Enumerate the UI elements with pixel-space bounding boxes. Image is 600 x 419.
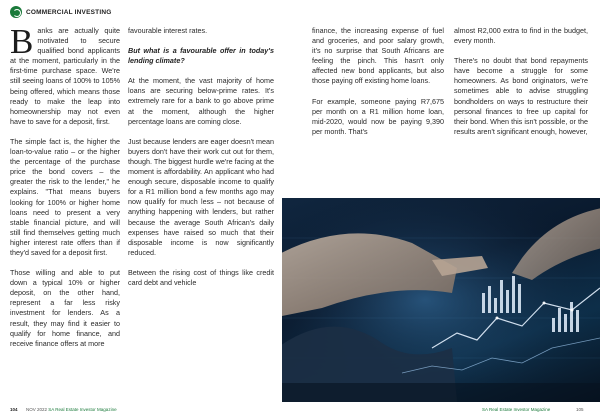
article-column-2 xyxy=(128,26,274,298)
magazine-logo-icon xyxy=(10,6,22,18)
page-number-left: 104 xyxy=(10,407,18,412)
article-column-4 xyxy=(454,26,588,147)
issue-info xyxy=(26,407,117,412)
paragraph: There's no doubt that bond repayments have become a struggle for some homeowners. As bond originators, we're sometimes able to advise struggling bondholders on ways to restructure their personal finances to free up capital for their bond. When this isn't possible, or the results aren't significant enough, however, xyxy=(454,56,588,136)
paragraph: Those willing and able to put down a typical 10% or higher deposit, on the other hand, represent a far less risky investment for lenders. As a result, they may find it easier to qualify for home finance, and receive finance offers at more xyxy=(10,268,120,348)
paragraph: finance, the increasing expense of fuel and groceries, and poor salary growth, it's no surprise that South Africans are feeling the pinch. This hasn't only affected new bond applicants, but also those paying off existing home loans. xyxy=(312,26,444,86)
section-header xyxy=(10,5,112,19)
paragraph: almost R2,000 extra to find in the budget, every month. xyxy=(454,26,588,46)
drop-cap: B xyxy=(10,22,34,61)
paragraph: favourable interest rates. xyxy=(128,26,208,35)
page-number-right: 105 xyxy=(576,407,584,412)
paragraph-text: anks are actually quite motivated to secure qualified bond applicants at the moment, particularly in the first-time purchase space. We're still seeing loans of 100% to 105% being offered, which means those ready to make the leap into homeownership may not even have to save for a deposit, first. xyxy=(10,26,120,126)
magazine-brand: SA Real Estate Investor Magazine xyxy=(48,407,117,412)
paragraph xyxy=(10,22,120,127)
paragraph: The simple fact is, the higher the loan-to-value ratio – or the higher the percentage of the purchase price the bond covers – the greater the risk to the lender," he explains. "That means buyers looking for 100% or higher home loans need to present a very stable financial picture, and will still find themselves getting much higher interest rate offers than if they'd saved for a deposit first. xyxy=(10,136,120,257)
issue-date: NOV 2022 xyxy=(26,407,48,412)
paragraph: Just because lenders are eager doesn't mean buyers don't have their work cut out for them, though. The biggest hurdle we're facing at the moment is affordability. An applicant who had enough secure, disposable income to qualify for a R1 million bond a few months ago may now qualify for much less – not because of anything happening with lenders, but rather because the average South African's daily expenses have raised so much that their disposable income is now significantly reduced. xyxy=(128,136,274,257)
paragraph: Between the rising cost of things like credit card debt and vehicle xyxy=(128,267,274,287)
section-title: COMMERCIAL INVESTING xyxy=(26,8,112,16)
finance-chart-illustration xyxy=(282,198,600,402)
article-column-3 xyxy=(312,26,444,147)
page-footer xyxy=(0,404,600,419)
subheading: But what is a favourable offer in today's lending climate? xyxy=(128,46,274,66)
article-column-1 xyxy=(10,22,120,359)
paragraph: For example, someone paying R7,675 per month on a R1 million home loan, mid-2020, would now be paying 9,390 per month. That's xyxy=(312,96,444,136)
article-photo xyxy=(282,198,600,402)
magazine-brand-right: SA Real Estate Investor Magazine xyxy=(482,407,551,412)
paragraph: At the moment, the vast majority of home loans are securing below-prime rates. It's extremely rare for a bank to go above prime at the moment, although the higher percentage loans are coming close. xyxy=(128,76,274,126)
